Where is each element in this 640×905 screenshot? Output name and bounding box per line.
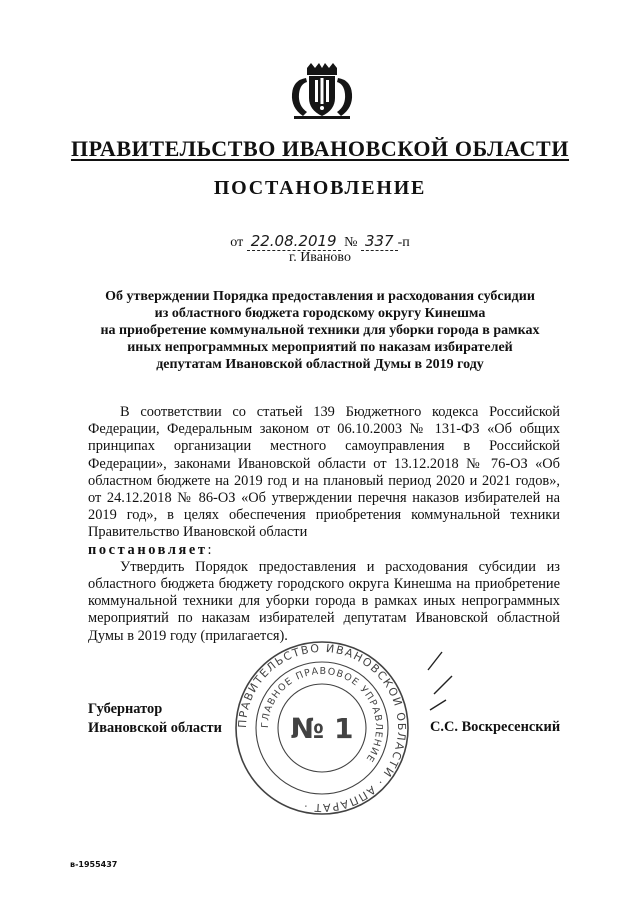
handwritten-date: 22.08.2019 (247, 232, 341, 251)
seal-outer-text: ПРАВИТЕЛЬСТВО ИВАНОВСКОЙ ОБЛАСТИ · АППАРАТ · (235, 641, 409, 815)
subject-line: Об утверждении Порядка предоставления и расходования субсидии (105, 289, 535, 304)
preamble-text: В соответствии со статьей 139 Бюджетного кодекса Российской Федерации, Федеральным законом от 06.10.2003 № 131-ФЗ «Об общих принципах организации местного самоуправления в Российской Федерации», законами Ивановской области от 13.12.2018 № 76-ОЗ «Об областном бюджете на 2019 год и на плановый период 2020 и 2021 годов», от 24.12.2018 № 86-ОЗ «Об утверждении перечня наказов избирателей на 2019 год», в целях обеспечения приобретения коммунальной техники Правительство Ивановской области (88, 404, 560, 541)
seal-center-text: № 1 (290, 712, 354, 745)
date-prefix: от (230, 235, 244, 250)
signatory-name: С.С. Воскресенский (430, 719, 561, 735)
subject-line: из областного бюджета городскому округу Кинешма (154, 306, 486, 321)
resolution-paragraph: Утвердить Порядок предоставления и расходования субсидии из областного бюджета бюджету городского округа Кинешма на приобретение коммунальной техники для уборки города в рамках иных непрограммных мероприятий по наказам избирателей депутатам Ивановской областной Думы в 2019 году (прилагается). (88, 558, 560, 644)
number-prefix: № (344, 235, 358, 250)
document-code: в-1955437 (70, 860, 118, 869)
document-body (88, 404, 560, 645)
date-number-line (0, 232, 640, 251)
document-type: ПОСТАНОВЛЕНИЕ (213, 177, 427, 199)
coat-of-arms-icon (289, 62, 355, 120)
seal-inner-text: ГЛАВНОЕ ПРАВОВОЕ УПРАВЛЕНИЕ (259, 665, 385, 765)
official-seal (232, 638, 412, 818)
pen-marks-icon (420, 648, 460, 718)
handwritten-number: 337 (361, 232, 398, 251)
signatory-title-line: Ивановской области (88, 720, 222, 736)
subject-line: на приобретение коммунальной техники для уборки города в рамках (100, 323, 540, 338)
number-suffix: -п (397, 235, 410, 250)
decree-line: постановляет: (88, 541, 212, 558)
organization-title: ПРАВИТЕЛЬСТВО ИВАНОВСКОЙ ОБЛАСТИ (70, 136, 570, 161)
decree-word: постановляет (88, 541, 208, 558)
signatory-title-line: Губернатор (88, 701, 163, 717)
signatory-title (88, 700, 222, 738)
document-subject (70, 288, 570, 373)
city-label: г. Иваново (289, 250, 351, 265)
subject-line: депутатам Ивановской областной Думы в 2019 году (156, 357, 484, 372)
preamble-paragraph (88, 404, 560, 542)
subject-line: иных непрограммных мероприятий по наказам избирателей (127, 340, 513, 355)
